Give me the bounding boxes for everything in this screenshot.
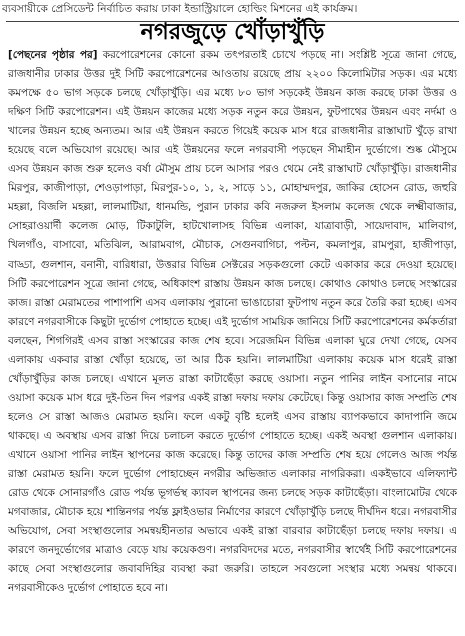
continued-from-label: [পেছনের পৃষ্ঠার পর] — [8, 49, 98, 61]
article-paragraph: করপোরেশনের কোনো রকম তৎপরতাই চোখে পড়ছে না। সংশ্লিষ্ট সূত্রে জানা গেছে, রাজধানীর ঢাকার উত্তর দুই সিটি করপোরেশনের আওতায় রয়েছে প্রায় ২২০০ কিলোমিটার সড়ক। এর মধ্যে কমপক্ষে ৫০ ভাগ সড়কে চলছে খোঁড়াখুঁড়ি। এর মধ্যে ৮০ ভাগ সড়কেই উন্নয়ন কাজ করছে ঢাকা উত্তর ও দক্ষিণ সিটি করপোরেশন। এই উন্নয়ন কাজের মধ্যে সড়ক নতুন করে উন্নয়ন, ফুটপাথের উন্নয়ন এবং নর্দমা ও খালের উন্নয়ন হচ্ছে অন্যতম। আর এই উন্নয়ন করতে গিয়েই কয়েক মাস ধরে রাজধানীর রাস্তাঘাট খুঁড়ে রাখা হয়েছে বলে অভিযোগ রয়েছে। আর এই উন্নয়নের ফলে নগরবাসী পড়ছেন সীমাহীন দুর্ভোগে। শুষ্ক মৌসুমে এসব উন্নয়ন কাজ শুরু হলেও বর্ষা মৌসুম প্রায় চলে আসার পরও থেমে নেই রাস্তাঘাট খোঁড়াখুঁড়ি। রাজধানীর মিরপুর, কাজীপাড়া, শেওড়াপাড়া, মিরপুর-১০, ১, ২, সাড়ে ১১, মোহাম্মদপুর, জাকির হোসেন রোড, জহুরি মহল্লা, বিজলি মহল্লা, লালমাটিয়া, ধানমন্ডি, পুরান ঢাকার কবি নজরুল ইসলাম কলেজ থেকে লক্ষ্মীবাজার, সোহরাওয়ার্দী কলেজ মোড়, টিকাটুলি, হাটখোলাসহ বিভিন্ন এলাকা, যাত্রাবাড়ী, সায়েদাবাদ, মালিবাগ, খিলগাঁও, বাসাবো, মতিঝিল, আরামবাগ, মৌচাক, সেগুনবাগিচা, পল্টন, কমলাপুর, রামপুরা, হাজীপাড়া, বাড্ডা, গুলশান, বনানী, বারিধারা, উত্তরার বিভিন্ন সেক্টরের সড়কগুলো কেটে একাকার করে দেওয়া হয়েছে। সিটি করপোরেশন সূত্রে জানা গেছে, অধিকাংশ রাস্তায় উন্নয়ন কাজ চলছে। কোথাও কোথাও চলছে সংস্কারের কাজ। রাস্তা মেরামতের পাশাপাশি এসব এলাকায় পুরানো ভাঙাচোরা ফুটপাথ নতুন করে তৈরি করা হচ্ছে। এসব কারণে নগরবাসীকে কিছুটা দুর্ভোগ পোহাতে হচ্ছে। এই দুর্ভোগ সাময়িক জানিয়ে সিটি করপোরেশনের কর্মকর্তারা বলছেন, শিগগিরই এসব রাস্তা সংস্কারের কাজ শেষ হবে। সরেজমিন বিভিন্ন এলাকা ঘুরে দেখা গেছে, যেসব এলাকায় একবার রাস্তা খোঁড়া হয়েছে, তা আর ঠিক হয়নি। লালমাটিয়া এলাকায় কয়েক মাস ধরেই রাস্তা খোঁড়াখুঁড়ির কাজ চলছে। এখানে মূলত রাস্তা কাটাছেঁড়া করছে ওয়াসা। নতুন পানির লাইন বসানোর নামে ওয়াসা কয়েক মাস ধরে দুই-তিন দিন পরপর একই রাস্তা দফায় দফায় কেটেছে। কিন্তু ওয়াসার কাজ সম্প্রতি শেষ হলেও সে রাস্তা আজও মেরামত হয়নি। ফলে একটু বৃষ্টি হলেই এসব রাস্তায় ব্যাপকভাবে কাদাপানি জমে থাকছে। এ অবস্থায় এসব রাস্তা দিয়ে চলাচল করতে দুর্ভোগ পোহাতে হচ্ছে। একই অবস্থা গুলশান এলাকায়। এখানে ওয়াসা পানির লাইন স্থাপনের কাজ করেছে। কিন্তু তাদের কাজ সম্প্রতি শেষ হয়ে গেলেও আজ পর্যন্ত রাস্তা মেরামত হয়নি। ফলে দুর্ভোগ পোহাচ্ছেন নগরীর অভিজাত এলাকার নাগরিকরা। একইভাবে এলিফ্যান্ট রোড থেকে সোনারগাঁও রোড পর্যন্ত ভূগর্ভস্থ ক্যাবল স্থাপনের জন্য চলছে সড়ক কাটাছেঁড়া। বাংলামোটর থেকে মগবাজার, মৌচাক হয়ে শান্তিনগর পর্যন্ত ফ্লাইওভার নির্মাণের কারণে খোঁড়াখুঁড়ি চলছে দীর্ঘদিন ধরে। নগরবাসীর অভিযোগ, সেবা সংস্থাগুলোর সমন্বয়হীনতার অভাবে একই রাস্তা বারবার কাটাছেঁড়া চলছে দফায় দফায়। এ কারণে জনদুর্ভোগের মাত্রাও বেড়ে যায় কয়েকগুণ। নগরবিদদের মতে, নগরবাসীর স্বার্থেই সিটি করপোরেশনের কাছে সেবা সংস্থাগুলোর জবাবদিহির ব্যবস্থা করা জরুরি। তাহলে সবগুলো সংস্থার মধ্যে সমন্বয় থাকবে। নগরবাসীকেও দুর্ভোগ পোহাতে হবে না। — [8, 49, 457, 595]
article-body — [8, 46, 457, 636]
previous-article-tail: ব্যবসায়ীকে প্রেসিডেন্ট নির্বাচিত করায় ঢাকা ইন্ডাস্ট্রিয়ালে হোল্ডিং মিশনের এই কার্যক্রম। — [2, 3, 358, 15]
article-headline: নগরজুড়ে খোঁড়াখুঁড়ি — [140, 19, 325, 45]
